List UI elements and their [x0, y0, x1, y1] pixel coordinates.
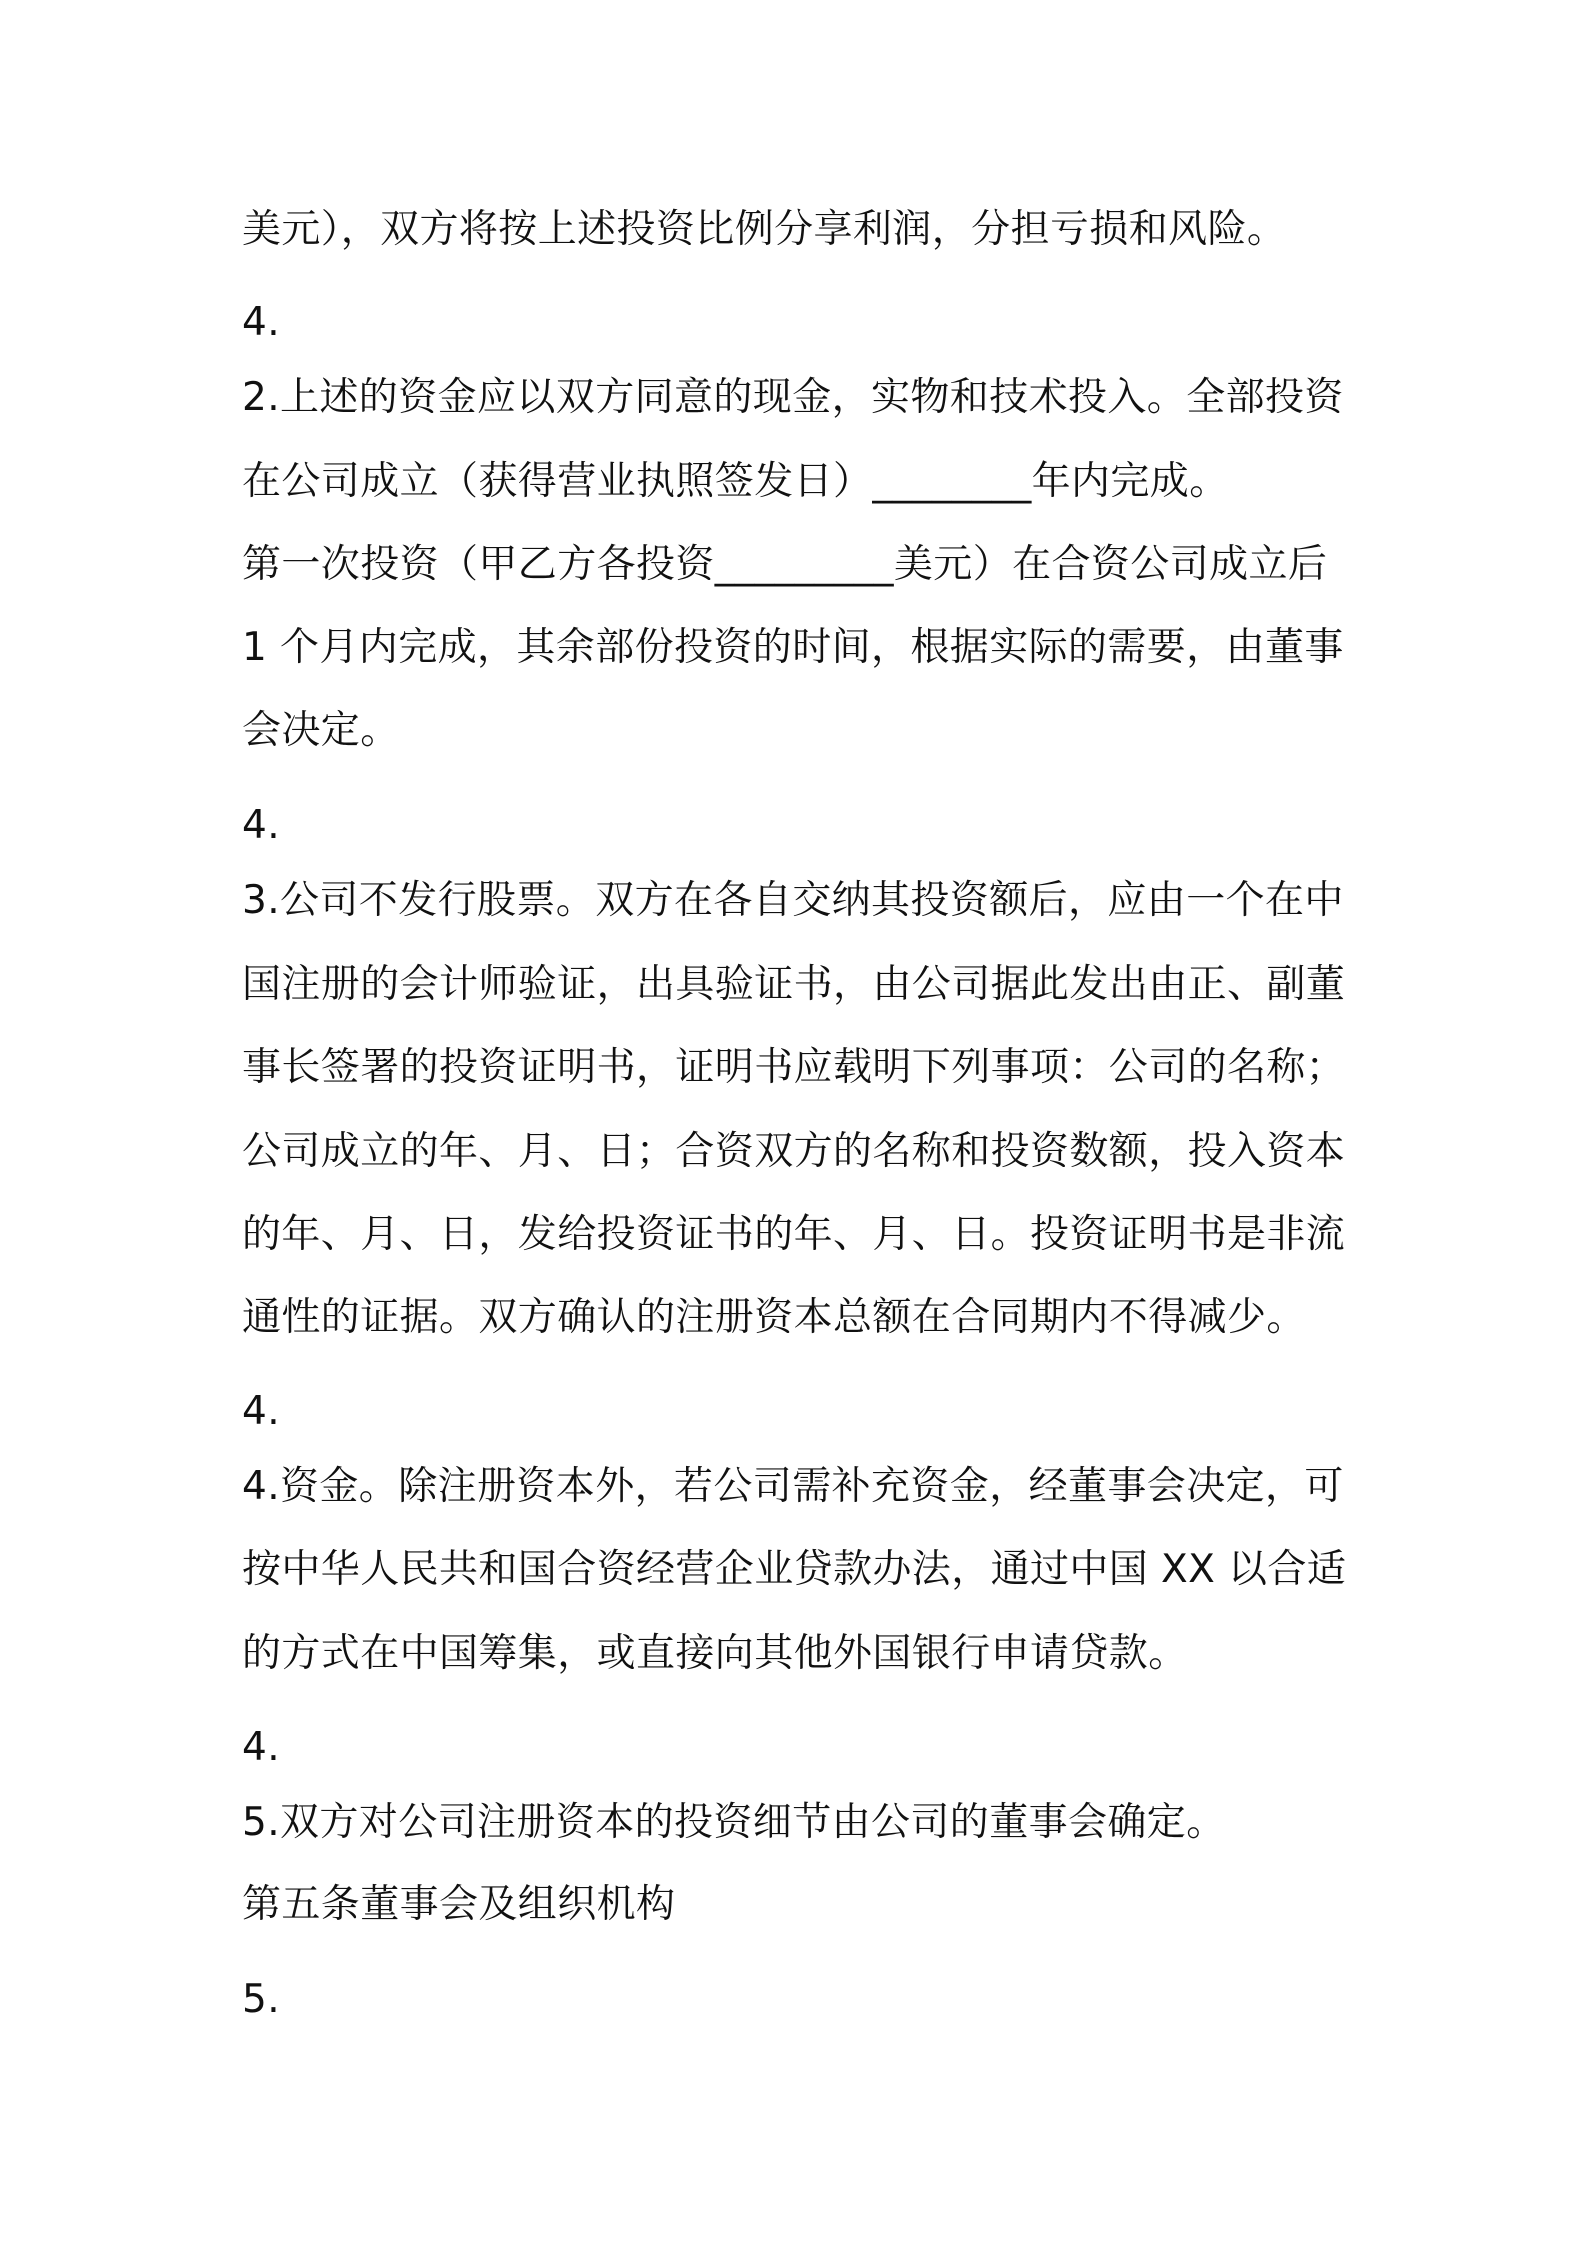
text-line: 事长签署的投资证明书，证明书应载明下列事项：公司的名称；	[242, 1045, 1346, 1090]
text-line: 美元），双方将按上述投资比例分享利润，分担亏损和风险。	[242, 207, 1287, 252]
text-line: 的方式在中国筹集，或直接向其他外国银行申请贷款。	[242, 1631, 1188, 1676]
text-line: 第一次投资（甲乙方各投资_________美元）在合资公司成立后	[242, 542, 1328, 587]
article-heading: 第五条董事会及组织机构	[242, 1882, 676, 1927]
text-line: 按中华人民共和国合资经营企业贷款办法，通过中国 XX 以合适	[242, 1547, 1347, 1592]
text-line: 的年、月、日，发给投资证书的年、月、日。投资证明书是非流	[242, 1212, 1346, 1257]
text-line: 会决定。	[242, 708, 400, 753]
text-line: 公司成立的年、月、日；合资双方的名称和投资数额，投入资本	[242, 1129, 1346, 1174]
text-line: 在公司成立（获得营业执照签发日）________年内完成。	[242, 459, 1229, 504]
text-line: 4.资金。除注册资本外，若公司需补充资金，经董事会决定，可	[242, 1464, 1344, 1509]
section-number: 4.	[242, 803, 281, 848]
section-number: 4.	[242, 1389, 281, 1434]
section-number: 4.	[242, 300, 281, 345]
text-line: 3.公司不发行股票。双方在各自交纳其投资额后，应由一个在中	[242, 878, 1344, 923]
text-line: 1 个月内完成，其余部份投资的时间，根据实际的需要，由董事	[242, 625, 1344, 670]
text-line: 2.上述的资金应以双方同意的现金，实物和技术投入。全部投资	[242, 375, 1344, 420]
text-line: 通性的证据。双方确认的注册资本总额在合同期内不得减少。	[242, 1295, 1306, 1340]
text-line: 国注册的会计师验证，出具验证书，由公司据此发出由正、副董	[242, 962, 1346, 1007]
section-number: 4.	[242, 1725, 281, 1770]
section-number: 5.	[242, 1977, 281, 2022]
text-line: 5.双方对公司注册资本的投资细节由公司的董事会确定。	[242, 1800, 1226, 1845]
